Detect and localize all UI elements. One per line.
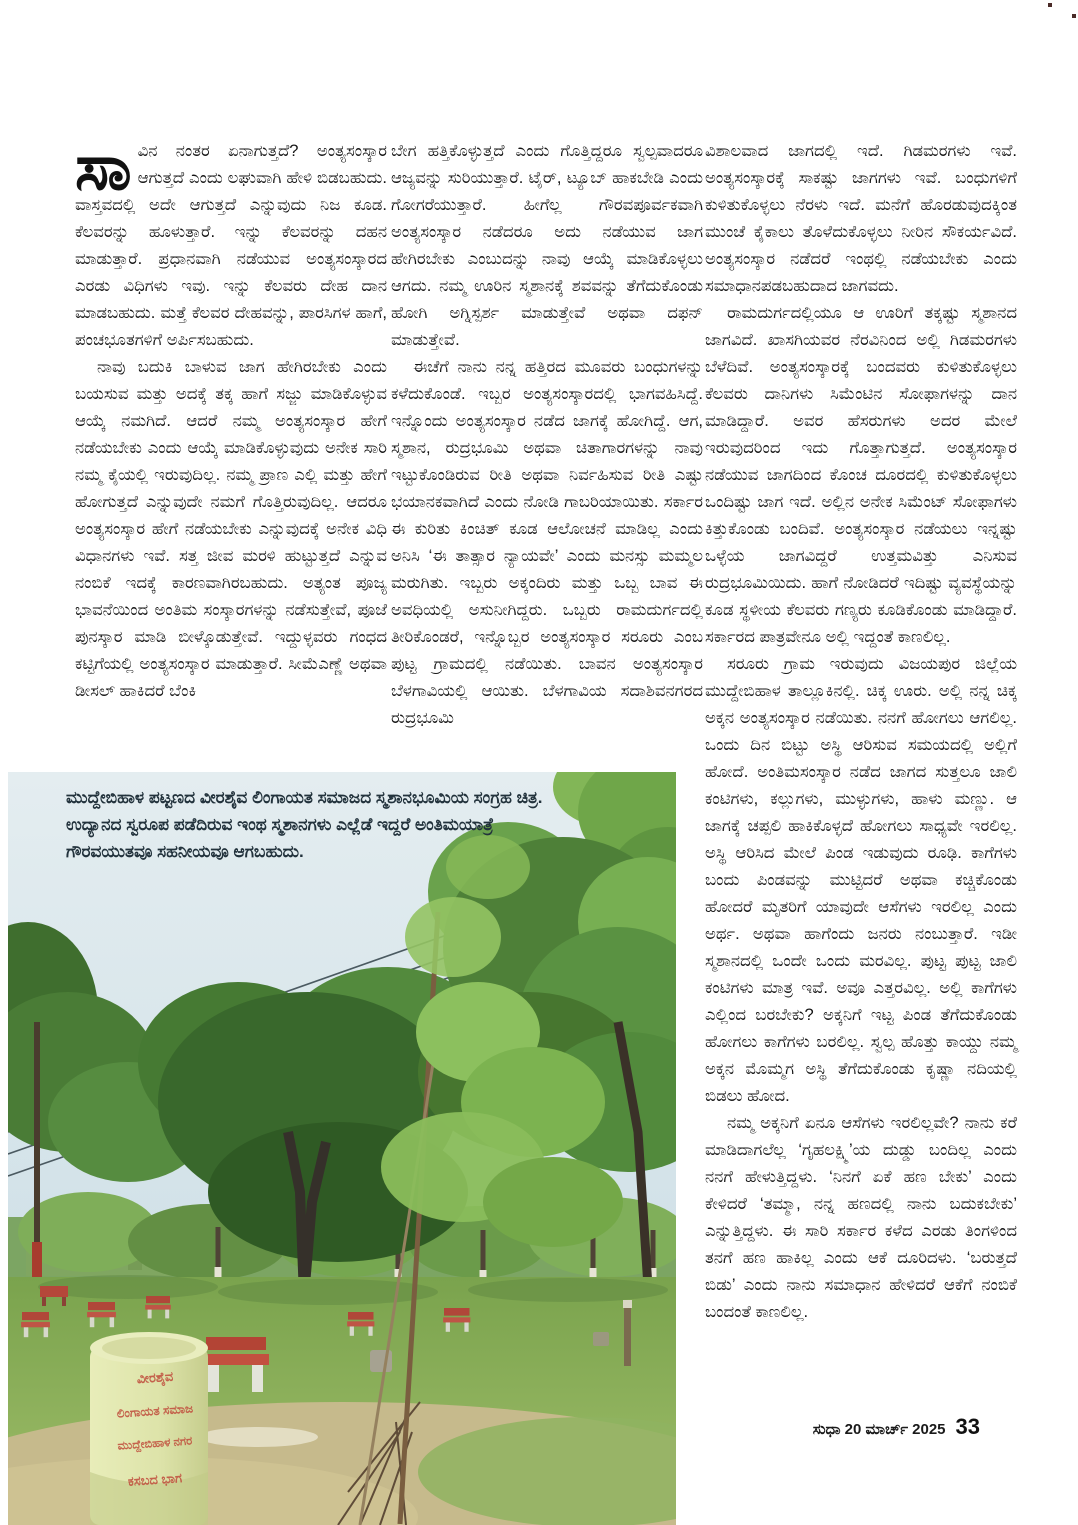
pillar-painted-text: ಲಿಂಗಾಯತ ಸಮಾಜ <box>116 1401 194 1421</box>
print-registration-mark <box>1072 14 1076 18</box>
pillar-painted-text: ವೀರಶೈವ <box>136 1368 174 1387</box>
paragraph: ನಾವು ಬದುಕಿ ಬಾಳುವ ಜಾಗ ಹೇಗಿರಬೇಕು ಎಂದು ಬಯಸುವ ಮತ್ತು ಅದಕ್ಕೆ ತಕ್ಕ ಹಾಗೆ ಸಜ್ಜು ಮಾಡಿಕೊಳ್ಳುವ ಆಯ್ಕೆ ನಮಗಿದೆ. ಆದರೆ ನಮ್ಮ ಅಂತ್ಯಸಂಸ್ಕಾರ ಹೇಗೆ ನಡೆಯಬೇಕು ಎಂದು ಆಯ್ಕೆ ಮಾಡಿಕೊಳ್ಳುವುದು ಅನೇಕ ಸಾರಿ ನಮ್ಮ ಕೈಯಲ್ಲಿ ಇರುವುದಿಲ್ಲ. ನಮ್ಮ ಪ್ರಾಣ ಎಲ್ಲಿ ಮತ್ತು ಹೇಗೆ ಹೋಗುತ್ತದೆ ಎನ್ನುವುದೇ ನಮಗೆ ಗೊತ್ತಿರುವುದಿಲ್ಲ. ಆದರೂ ಅಂತ್ಯಸಂಸ್ಕಾರ ಹೇಗೆ ನಡೆಯಬೇಕು ಎನ್ನುವುದಕ್ಕೆ ಅನೇಕ ವಿಧಿ ವಿಧಾನಗಳು ಇವೆ. ಸತ್ತ ಜೀವ ಮರಳಿ ಹುಟ್ಟುತ್ತದೆ ಎನ್ನುವ ನಂಬಿಕೆ ಇದಕ್ಕೆ ಕಾರಣವಾಗಿರಬಹುದು. ಅತ್ಯಂತ ಪೂಜ್ಯ ಭಾವನೆಯಿಂದ ಅಂತಿಮ ಸಂಸ್ಕಾರಗಳನ್ನು ನಡೆಸುತ್ತೇವೆ, ಪೂಜೆ ಪುನಸ್ಕಾರ ಮಾಡಿ ಬೀಳ್ಕೊಡುತ್ತೇವೆ. ಇದ್ದುಳ್ಳವರು ಗಂಧದ ಕಟ್ಟಿಗೆಯಲ್ಲಿ ಅಂತ್ಯಸಂಸ್ಕಾರ ಮಾಡುತ್ತಾರೆ. ಸೀಮೆಎಣ್ಣೆ ಅಥವಾ ಡೀಸಲ್ ಹಾಕಿದರೆ ಬೆಂಕಿ <box>75 358 387 700</box>
article-column-1 <box>75 131 387 768</box>
page-footer <box>813 1414 980 1440</box>
paragraph <box>75 131 387 354</box>
print-registration-mark <box>1048 3 1052 7</box>
pillar-painted-text: ಕಸಬದ ಭಾಗ <box>127 1470 183 1489</box>
paragraph: ಬೇಗ ಹತ್ತಿಕೊಳ್ಳುತ್ತದೆ ಎಂದು ಗೊತ್ತಿದ್ದರೂ ಸ್ವಲ್ಪವಾದರೂ ಆಜ್ಯವನ್ನು ಸುರಿಯುತ್ತಾರೆ. ಟೈರ್, ಟ್ಯೂಬ್ ಹಾಕಬೇಡಿ ಎಂದು ಗೋಗರೆಯುತ್ತಾರೆ. ಹೀಗೆಲ್ಲ ಗೌರವಪೂರ್ವಕವಾಗಿ ಅಂತ್ಯಸಂಸ್ಕಾರ ನಡೆದರೂ ಅದು ನಡೆಯುವ ಜಾಗ ಹೇಗಿರಬೇಕು ಎಂಬುದನ್ನು ನಾವು ಆಯ್ಕೆ ಮಾಡಿಕೊಳ್ಳಲು ಆಗದು. ನಮ್ಮ ಊರಿನ ಸ್ಮಶಾನಕ್ಕೆ ಶವವನ್ನು ತೆಗೆದುಕೊಂಡು ಹೋಗಿ ಅಗ್ನಿಸ್ಪರ್ಶ ಮಾಡುತ್ತೇವೆ ಅಥವಾ ದಫನ್ ಮಾಡುತ್ತೇವೆ. <box>391 142 703 349</box>
cemetery-park-photo <box>8 772 676 1525</box>
paragraph: ಸರೂರು ಗ್ರಾಮ ಇರುವುದು ವಿಜಯಪುರ ಜಿಲ್ಲೆಯ ಮುದ್ದೇಬಿಹಾಳ ತಾಲ್ಲೂಕಿನಲ್ಲಿ. ಚಿಕ್ಕ ಊರು. ಅಲ್ಲಿ ನನ್ನ ಚಿಕ್ಕ ಅಕ್ಕನ ಅಂತ್ಯಸಂಸ್ಕಾರ ನಡೆಯಿತು. ನನಗೆ ಹೋಗಲು ಆಗಲಿಲ್ಲ. ಒಂದು ದಿನ ಬಿಟ್ಟು ಅಸ್ಥಿ ಆರಿಸುವ ಸಮಯದಲ್ಲಿ ಅಲ್ಲಿಗೆ ಹೋದೆ. ಅಂತಿಮಸಂಸ್ಕಾರ ನಡೆದ ಜಾಗದ ಸುತ್ತಲೂ ಜಾಲಿ ಕಂಟಿಗಳು, ಕಲ್ಲುಗಳು, ಮುಳ್ಳುಗಳು, ಹಾಳು ಮಣ್ಣು. ಆ ಜಾಗಕ್ಕೆ ಚಪ್ಪಲಿ ಹಾಕಿಕೊಳ್ಳದೆ ಹೋಗಲು ಸಾಧ್ಯವೇ ಇರಲಿಲ್ಲ. ಅಸ್ಥಿ ಆರಿಸಿದ ಮೇಲೆ ಪಿಂಡ ಇಡುವುದು ರೂಢಿ. ಕಾಗೆಗಳು ಬಂದು ಪಿಂಡವನ್ನು ಮುಟ್ಟಿದರೆ ಅಥವಾ ಕಚ್ಚಿಕೊಂಡು ಹೋದರೆ ಮೃತರಿಗೆ ಯಾವುದೇ ಆಸೆಗಳು ಇರಲಿಲ್ಲ ಎಂದು ಅರ್ಥ. ಅಥವಾ ಹಾಗೆಂದು ಜನರು ನಂಬುತ್ತಾರೆ. ಇಡೀ ಸ್ಮಶಾನದಲ್ಲಿ ಒಂದೇ ಒಂದು ಮರವಿಲ್ಲ. ಪುಟ್ಟ ಪುಟ್ಟ ಜಾಲಿ ಕಂಟಿಗಳು ಮಾತ್ರ ಇವೆ. ಅವೂ ಎತ್ತರವಿಲ್ಲ. ಅಲ್ಲಿ ಕಾಗೆಗಳು ಎಲ್ಲಿಂದ ಬರಬೇಕು? ಅಕ್ಕನಿಗೆ ಇಟ್ಟ ಪಿಂಡ ತೆಗೆದುಕೊಂಡು ಹೋಗಲು ಕಾಗೆಗಳು ಬರಲಿಲ್ಲ. ಸ್ವಲ್ಪ ಹೊತ್ತು ಕಾಯ್ದು ನಮ್ಮ ಅಕ್ಕನ ಮೊಮ್ಮಗ ಅಸ್ಥಿ ತೆಗೆದುಕೊಂಡು ಕೃಷ್ಣಾ ನದಿಯಲ್ಲಿ ಬಿಡಲು ಹೋದ. <box>705 655 1017 1105</box>
paragraph: ನಮ್ಮ ಅಕ್ಕನಿಗೆ ಏನೂ ಆಸೆಗಳು ಇರಲಿಲ್ಲವೇ? ನಾನು ಕರೆ ಮಾಡಿದಾಗಲೆಲ್ಲ ‘ಗೃಹಲಕ್ಷ್ಮಿ’ಯ ದುಡ್ಡು ಬಂದಿಲ್ಲ ಎಂದು ನನಗೆ ಹೇಳುತ್ತಿದ್ದಳು. ‘ನಿನಗೆ ಏಕೆ ಹಣ ಬೇಕು’ ಎಂದು ಕೇಳಿದರೆ ‘ತಮ್ಮಾ, ನನ್ನ ಹಣದಲ್ಲಿ ನಾನು ಬದುಕಬೇಕು’ ಎನ್ನುತ್ತಿದ್ದಳು. ಈ ಸಾರಿ ಸರ್ಕಾರ ಕಳೆದ ಎರಡು ತಿಂಗಳಿಂದ ತನಗೆ ಹಣ ಹಾಕಿಲ್ಲ ಎಂದು ಆಕೆ ದೂರಿದಳು. ‘ಬರುತ್ತದೆ ಬಿಡು’ ಎಂದು ನಾನು ಸಮಾಧಾನ ಹೇಳಿದರೆ ಆಕೆಗೆ ನಂಬಿಕೆ ಬಂದಂತೆ ಕಾಣಲಿಲ್ಲ. <box>705 1114 1017 1321</box>
paragraph: ವಿಶಾಲವಾದ ಜಾಗದಲ್ಲಿ ಇದೆ. ಗಿಡಮರಗಳು ಇವೆ. ಅಂತ್ಯಸಂಸ್ಕಾರಕ್ಕೆ ಸಾಕಷ್ಟು ಜಾಗಗಳು ಇವೆ. ಬಂಧುಗಳಿಗೆ ಕುಳಿತುಕೊಳ್ಳಲು ನೆರಳು ಇದೆ. ಮನೆಗೆ ಹೊರಡುವುದಕ್ಕಿಂತ ಮುಂಚೆ ಕೈಕಾಲು ತೊಳೆದುಕೊಳ್ಳಲು ನೀರಿನ ಸೌಕರ್ಯವಿದೆ. ಅಂತ್ಯಸಂಸ್ಕಾರ ನಡೆದರೆ ಇಂಥಲ್ಲಿ ನಡೆಯಬೇಕು ಎಂದು ಸಮಾಧಾನಪಡಬಹುದಾದ ಜಾಗವದು. <box>705 142 1017 295</box>
issue-date: ಸುಧಾ 20 ಮಾರ್ಚ್ 2025 <box>812 1421 946 1438</box>
article-column-2 <box>391 138 703 768</box>
drop-cap: ಸಾ <box>75 131 130 203</box>
paragraph: ರಾಮದುರ್ಗದಲ್ಲಿಯೂ ಆ ಊರಿಗೆ ತಕ್ಕಷ್ಟು ಸ್ಮಶಾನದ ಜಾಗವಿದೆ. ಖಾಸಗಿಯವರ ನೆರವಿನಿಂದ ಅಲ್ಲಿ ಗಿಡಮರಗಳು ಬೆಳೆದಿವೆ. ಅಂತ್ಯಸಂಸ್ಕಾರಕ್ಕೆ ಬಂದವರು ಕುಳಿತುಕೊಳ್ಳಲು ಕೆಲವರು ದಾನಿಗಳು ಸಿಮೆಂಟಿನ ಸೋಫಾಗಳನ್ನು ದಾನ ಮಾಡಿದ್ದಾರೆ. ಅವರ ಹೆಸರುಗಳು ಅದರ ಮೇಲೆ ಇರುವುದರಿಂದ ಇದು ಗೊತ್ತಾಗುತ್ತದೆ. ಅಂತ್ಯಸಂಸ್ಕಾರ ನಡೆಯುವ ಜಾಗದಿಂದ ಕೊಂಚ ದೂರದಲ್ಲಿ ಕುಳಿತುಕೊಳ್ಳಲು ಒಂದಿಷ್ಟು ಜಾಗ ಇದೆ. ಅಲ್ಲಿನ ಅನೇಕ ಸಿಮೆಂಟ್ ಸೋಫಾಗಳು ಕಿತ್ತುಕೊಂಡು ಬಂದಿವೆ. ಅಂತ್ಯಸಂಸ್ಕಾರ ನಡೆಯಲು ಇನ್ನಷ್ಟು ಒಳ್ಳೆಯ ಜಾಗವಿದ್ದರೆ ಉತ್ತಮವಿತ್ತು ಎನಿಸುವ ರುದ್ರಭೂಮಿಯಿದು. ಹಾಗೆ ನೋಡಿದರೆ ಇದಿಷ್ಟು ವ್ಯವಸ್ಥೆಯನ್ನು ಕೂಡ ಸ್ಥಳೀಯ ಕೆಲವರು ಗಣ್ಯರು ಕೂಡಿಕೊಂಡು ಮಾಡಿದ್ದಾರೆ. ಸರ್ಕಾರದ ಪಾತ್ರವೇನೂ ಅಲ್ಲಿ ಇದ್ದಂತೆ ಕಾಣಲಿಲ್ಲ. <box>705 304 1017 646</box>
pillar-painted-text: ಮುದ್ದೇಬಿಹಾಳ ನಗರ <box>117 1435 193 1453</box>
article-column-3 <box>705 138 1017 1416</box>
memorial-pillar <box>90 1332 208 1525</box>
page-number: 33 <box>955 1414 980 1439</box>
paragraph-text: ವಿನ ನಂತರ ಏನಾಗುತ್ತದೆ? ಅಂತ್ಯಸಂಸ್ಕಾರ ಆಗುತ್ತದೆ ಎಂದು ಲಘುವಾಗಿ ಹೇಳಿ ಬಿಡಬಹುದು. ವಾಸ್ತವದಲ್ಲಿ ಅದೇ ಆಗುತ್ತದೆ ಎನ್ನುವುದು ನಿಜ ಕೂಡ. ಕೆಲವರನ್ನು ಹೂಳುತ್ತಾರೆ. ಇನ್ನು ಕೆಲವರನ್ನು ದಹನ ಮಾಡುತ್ತಾರೆ. ಪ್ರಧಾನವಾಗಿ ನಡೆಯುವ ಅಂತ್ಯಸಂಸ್ಕಾರದ ಎರಡು ವಿಧಿಗಳು ಇವು. ಇನ್ನು ಕೆಲವರು ದೇಹ ದಾನ ಮಾಡಬಹುದು. ಮತ್ತೆ ಕೆಲವರ ದೇಹವನ್ನು, ಪಾರಸಿಗಳ ಹಾಗೆ, ಪಂಚಭೂತಗಳಿಗೆ ಅರ್ಪಿಸಬಹುದು. <box>75 142 387 349</box>
photo-caption: ಮುದ್ದೇಬಿಹಾಳ ಪಟ್ಟಣದ ವೀರಶೈವ ಲಿಂಗಾಯತ ಸಮಾಜದ ಸ್ಮಶಾನಭೂಮಿಯ ಸಂಗ್ರಹ ಚಿತ್ರ. ಉದ್ಯಾನದ ಸ್ವರೂಪ ಪಡೆದಿರುವ ಇಂಥ ಸ್ಮಶಾನಗಳು ಎಲ್ಲೆಡೆ ಇದ್ದರೆ ಅಂತಿಮಯಾತ್ರೆ ಗೌರವಯುತವೂ ಸಹನೀಯವೂ ಆಗಬಹುದು. <box>66 788 543 861</box>
paragraph: ಈಚೆಗೆ ನಾನು ನನ್ನ ಹತ್ತಿರದ ಮೂವರು ಬಂಧುಗಳನ್ನು ಕಳೆದುಕೊಂಡೆ. ಇಬ್ಬರ ಅಂತ್ಯಸಂಸ್ಕಾರದಲ್ಲಿ ಭಾಗವಹಿಸಿದ್ದೆ. ಇನ್ನೊಂದು ಅಂತ್ಯಸಂಸ್ಕಾರ ನಡೆದ ಜಾಗಕ್ಕೆ ಹೋಗಿದ್ದೆ. ಆಗ, ಸ್ಮಶಾನ, ರುದ್ರಭೂಮಿ ಅಥವಾ ಚಿತಾಗಾರಗಳನ್ನು ನಾವು ಇಟ್ಟುಕೊಂಡಿರುವ ರೀತಿ ಅಥವಾ ನಿರ್ವಹಿಸುವ ರೀತಿ ಎಷ್ಟು ಭಯಾನಕವಾಗಿದೆ ಎಂದು ನೋಡಿ ಗಾಬರಿಯಾಯಿತು. ಸರ್ಕಾರ ಈ ಕುರಿತು ಕಿಂಚಿತ್ ಕೂಡ ಆಲೋಚನೆ ಮಾಡಿಲ್ಲ ಎಂದು ಅನಿಸಿ ‘ಈ ತಾತ್ಸಾರ ನ್ಯಾಯವೇ’ ಎಂದು ಮನಸ್ಸು ಮಮ್ಮಲ ಮರುಗಿತು. ಇಬ್ಬರು ಅಕ್ಕಂದಿರು ಮತ್ತು ಒಬ್ಬ ಬಾವ ಈ ಅವಧಿಯಲ್ಲಿ ಅಸುನೀಗಿದ್ದರು. ಒಬ್ಬರು ರಾಮದುರ್ಗದಲ್ಲಿ ತೀರಿಕೊಂಡರೆ, ಇನ್ನೊಬ್ಬರ ಅಂತ್ಯಸಂಸ್ಕಾರ ಸರೂರು ಎಂಬ ಪುಟ್ಟ ಗ್ರಾಮದಲ್ಲಿ ನಡೆಯಿತು. ಬಾವನ ಅಂತ್ಯಸಂಸ್ಕಾರ ಬೆಳಗಾವಿಯಲ್ಲಿ ಆಯಿತು. ಬೆಳಗಾವಿಯ ಸದಾಶಿವನಗರದ ರುದ್ರಭೂಮಿ <box>391 358 703 727</box>
